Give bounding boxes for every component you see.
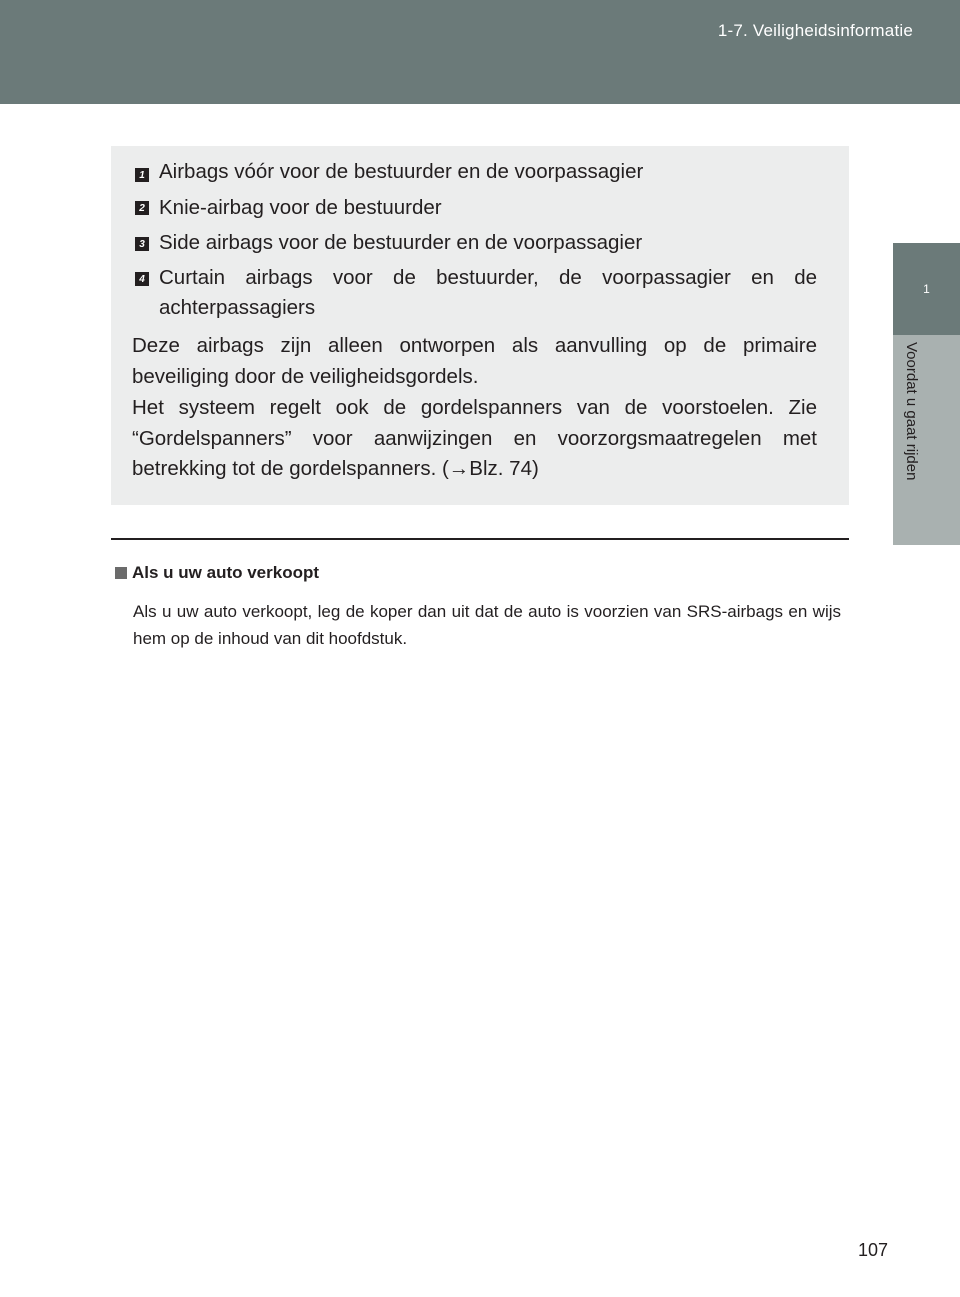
list-item: Side airbags voor de bestuurder en de voorpassagier [159, 231, 643, 254]
list-item: Knie-airbag voor de bestuurder [159, 196, 442, 219]
chapter-section-title: 1-7. Veiligheidsinformatie [717, 21, 913, 40]
chapter-tab-number: 1 [893, 243, 960, 335]
page-number: 107 [857, 1240, 888, 1260]
pretensioner-paragraph: Het systeem regelt ook de gordelspanners van de voorstoelen. Zie “Gordelspanners” voor aanwijzingen en voorzorgsmaatregelen met betrekking tot de gordelspanners. (→Blz. 74) [132, 396, 817, 480]
section-heading-text: Als u uw auto verkoopt [132, 563, 320, 582]
square-bullet-icon [115, 567, 127, 579]
list-item: Airbags vóór voor de bestuurder en de voorpassagier [159, 160, 644, 183]
number-1-icon: 1 [135, 168, 149, 182]
section-body: Als u uw auto verkoopt, leg de koper dan uit dat de auto is voorzien van SRS-airbags en wijs hem op de inhoud van dit hoofdstuk. [133, 602, 841, 648]
number-2-icon: 2 [135, 201, 149, 215]
chapter-tab-title: Voordat u gaat rijden [903, 342, 920, 481]
airbag-paragraph: Deze airbags zijn alleen ontworpen als aanvulling op de primaire beveiliging door de veiligheidsgordels. [132, 334, 817, 388]
divider [111, 538, 849, 540]
number-3-icon: 3 [135, 237, 149, 251]
page-header [0, 0, 960, 104]
number-4-icon: 4 [135, 272, 149, 286]
section-heading [115, 563, 319, 583]
list-item: Curtain airbags voor de bestuurder, de voorpassagier en de achterpassagiers [159, 266, 817, 319]
